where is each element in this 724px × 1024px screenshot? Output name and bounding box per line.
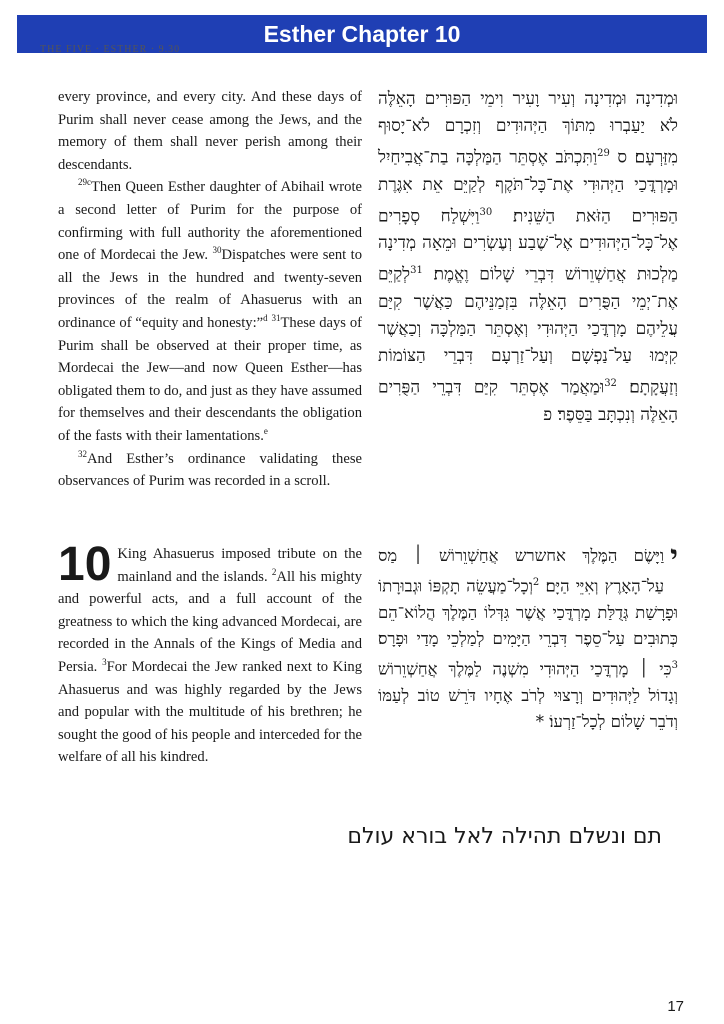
footnote-marker: e — [263, 426, 268, 437]
english-column-ch10 — [58, 538, 362, 769]
verse-number: 29 — [597, 148, 610, 159]
running-header: THE FIVE · ESTHER · 9.30 — [40, 44, 181, 55]
verse-number: 3 — [102, 657, 107, 668]
verse-text: For Mordecai the Jew ranked next to King Ahasuerus and was highly regarded by the Jews and popular with the multitude of his brethren; he sought the good of his people and interceded for the welfare of all his kindred. — [58, 658, 362, 766]
chapter-title-banner: Esther Chapter 10 — [17, 15, 707, 53]
hebrew-column-ch9 — [378, 86, 678, 429]
hebrew-text: לְקַיֵּם אֶת־יְמֵי הַפֻּרִים הָאֵלֶּה בִּזְמַנֵּיהֶם כַּאֲשֶׁר קִיַּם עֲלֵיהֶם מָרְדֳּכַי הַיְּהוּדִי וְאֶסְתֵּר הַמַּלְכָּה וְכַאֲשֶׁר קִיְּמוּ עַל־נַפְשָׁם וְעַל־זַרְעָם דִּבְרֵי הַצּוֹמוֹת וְזַעֲקָתָם׃ — [378, 264, 678, 398]
verse-number: 2 — [271, 566, 277, 577]
hebrew-text: וַיָּשֶׂם הַמֶּלֶךְ אחשרש אֲחַשְׁוֵרוֹשׁ ׀ מַס עַל־הָאָרֶץ וְאִיֵּי הַיָּם׃ — [378, 546, 665, 595]
verse-text: These days of Purim shall be observed at their proper time, as Mordecai the Jew—and now Queen Esther—has obligated them to do, and just as they have assumed for themselves and their descendants the obligation of the fasts with their lamentations. — [58, 314, 362, 444]
verse-text: And Esther’s ordinance validating these observances of Purim was recorded in a scroll. — [58, 450, 362, 490]
hebrew-text: כִּי ׀ מָרְדֳּכַי הַיְּהוּדִי מִשְׁנֶה לַמֶּלֶךְ אֲחַשְׁוֵרוֹשׁ וְגָדוֹל לַיְּהוּדִים וְרָצוּי לְרֹב אֶחָיו דֹּרֵשׁ טוֹב לְעַמּוֹ וְדֹבֵר שָׁלוֹם לְכָל־זַרְעוֹ׃ * — [378, 659, 678, 731]
english-paragraph — [58, 176, 362, 447]
hebrew-text: וַתִּכְתֹּב אֶסְתֵּר הַמַּלְכָּה בַת־אֲבִיחַיִל וּמָרְדֳּכַי הַיְּהוּדִי אֶת־כָּל־תֹּקֶף לְקַיֵּם אֵת אִגֶּרֶת הַפּוּרִים הַזֹּאת הַשֵּׁנִית׃ — [378, 147, 679, 227]
verse-number: 32 — [604, 377, 617, 389]
english-paragraph — [58, 448, 362, 493]
hebrew-text: וְכָל־מַעֲשֵׂה תָקְפּוֹ וּגְבוּרָתוֹ וּפָרָשַׁת גְּדֻלַּת מָרְדֳּכַי אֲשֶׁר גִּדְּלוֹ הַמֶּלֶךְ הֲלוֹא־הֵם כְּתוּבִים עַל־סֵפֶר דִּבְרֵי הַיָּמִים לְמַלְכֵי מָדַי וּפָרָס׃ — [378, 576, 678, 648]
verse-number: 2 — [532, 576, 540, 588]
verse-text: Dispatches were sent to all the Jews in the hundred and twenty-seven provinces of the realm of Ahasuerus with an ordinance of “equity and honesty:” — [58, 247, 362, 331]
verse-text: Then Queen Esther daughter of Abihail wrote a second letter of Purim for the purpose of confirming with full authority the aforementioned one of Mordecai the Jew. — [58, 179, 362, 264]
verse-number: 32 — [78, 448, 87, 459]
hebrew-text: וּמַאֲמַר אֶסְתֵּר קִיַּם דִּבְרֵי הַפֻּרִים הָאֵלֶּה וְנִכְתָּב בַּסֵּפֶר׃ פ — [378, 377, 678, 425]
footnote-marker: d — [263, 313, 268, 324]
hebrew-colophon: תם ונשלם תהילה לאל בורא עולם — [347, 824, 662, 849]
english-paragraph: every province, and every city. And these days of Purim shall never cease among the Jews, and the memory of them shall never perish among their descendants. — [58, 89, 362, 173]
verse-number: 30 — [479, 206, 493, 218]
footnote-marker: c — [87, 177, 91, 188]
verse-text: King Ahasuerus imposed tribute on the mainland and the islands. — [117, 546, 362, 585]
chapter-number: 10 — [58, 538, 112, 591]
hebrew-text: וּמְדִינָה וּמְדִינָה וְעִיר וָעִיר וִימֵי הַפּוּרִים הָאֵלֶּה לֹא יַעַבְרוּ מִתּוֹךְ הַיְּהוּדִים וְזִכְרָם לֹא־יָסוּף מִזַּרְעָם׃ ס — [378, 89, 678, 168]
hebrew-chapter-initial: י — [670, 539, 678, 574]
hebrew-paragraph — [378, 86, 678, 429]
verse-number: 31 — [410, 265, 423, 277]
verse-number: 3 — [671, 659, 678, 671]
hebrew-column-ch10 — [378, 539, 678, 736]
verse-text: All his mighty and powerful acts, and a full account of the greatness to which the king advanced Mordecai, are recorded in the Annals of the Kings of Media and Persia. — [58, 568, 362, 675]
verse-number: 31 — [271, 313, 281, 324]
page-number: 17 — [667, 998, 684, 1015]
english-column-ch9 — [58, 86, 362, 493]
verse-number: 29 — [78, 177, 87, 188]
verse-number: 30 — [212, 245, 222, 256]
hebrew-text: וַיִּשְׁלַח סְפָרִים אֶל־כָּל־הַיְּהוּדִים אֶל־שֶׁבַע וְעֶשְׂרִים וּמֵאָה מְדִינָה מַלְכוּת אֲחַשְׁוֵרוֹשׁ דִּבְרֵי שָׁלוֹם וֶאֱמֶת׃ — [378, 206, 678, 285]
